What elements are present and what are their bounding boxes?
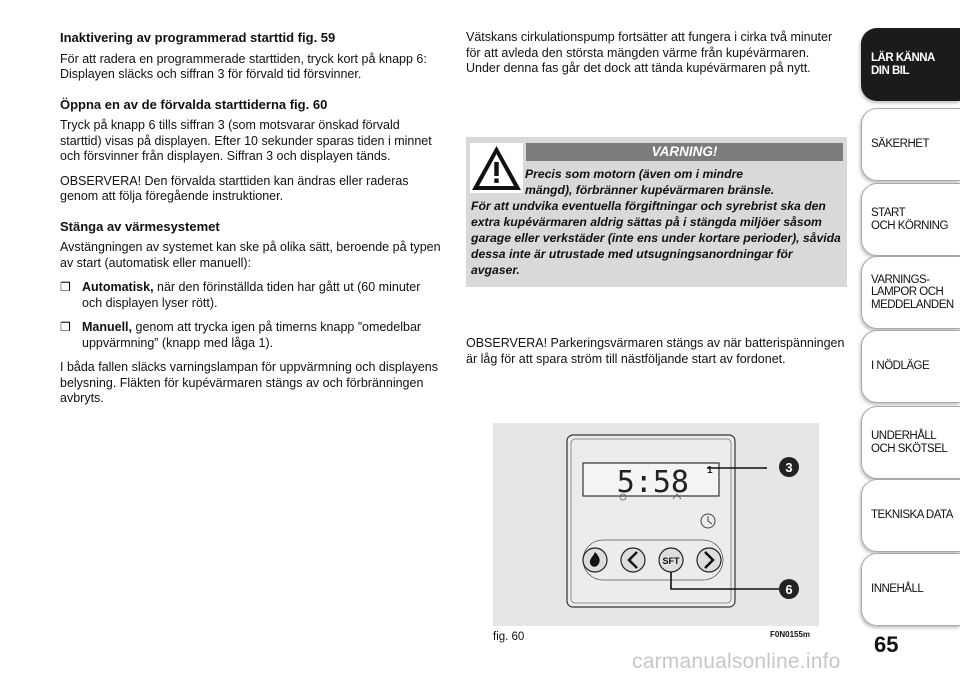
- section-intro-turn-off: Avstängningen av systemet kan ske på olika sätt, beroende på typen av start (automatisk eller manuell):: [60, 240, 441, 270]
- warning-text: [471, 166, 841, 278]
- watermark: carmanualsonline.info: [632, 650, 841, 673]
- right-note-text: OBSERVERA! Parkeringsvärmaren stängs av när batterispänningen är låg för att spara ström till nästföljande start av fordonet.: [466, 336, 845, 366]
- timer-body: [567, 435, 735, 607]
- section-heading-deactivate: Inaktivering av programmerad starttid fig. 59: [60, 30, 336, 45]
- section-text-deactivate: För att radera en programmerade starttiden, tryck kort på knapp 6: Displayen släcks och siffran 3 för förvald tid försvinner.: [60, 51, 427, 81]
- chapter-tab-label: [871, 207, 948, 232]
- chapter-tab-line: START: [871, 207, 906, 219]
- chapter-tab-label: [871, 52, 935, 77]
- chapter-tab-line: SÄKERHET: [871, 138, 929, 151]
- chapter-tab-line: OCH SKÖTSEL: [871, 442, 948, 455]
- bullet-bold: Automatisk,: [82, 280, 154, 294]
- warning-title: VARNING!: [526, 143, 843, 161]
- chapter-tab-line: OCH KÖRNING: [871, 219, 948, 232]
- chapter-tab[interactable]: [861, 553, 960, 626]
- timer-figure: [493, 423, 819, 626]
- bullet-item: [60, 320, 442, 351]
- timer-illustration: [493, 423, 819, 626]
- flame-button[interactable]: [583, 548, 607, 572]
- callout-3-label: 3: [785, 460, 793, 475]
- chapter-tab-line: LÄR KÄNNA: [871, 52, 935, 64]
- chapter-tab-line: INNEHÅLL: [871, 583, 924, 596]
- chapter-tab-line: UNDERHÅLL: [871, 430, 937, 442]
- chapter-tab[interactable]: [861, 479, 960, 552]
- figure-caption: fig. 60: [493, 631, 525, 643]
- checkbox-bullet-icon: ❒: [60, 320, 71, 334]
- sft-label: SFT: [662, 556, 680, 566]
- section-outro-turn-off: I båda fallen släcks varningslampan för uppvärmning och displayens belysning. Fläkten för kupévärmaren stängs av och förbränningen avbryts.: [60, 360, 438, 405]
- warning-rest: För att undvika eventuella förgiftningar och syrebrist ska den extra kupévärmaren aldrig sättas på i stängda miljöer såsom garage eller verkstäder (inte ens under kortare perioder), såvida dessa inte är utrustade med utsugningsanordningar för avgaser.: [471, 199, 841, 277]
- chapter-tab-label: [871, 360, 929, 373]
- chapter-tab[interactable]: [861, 108, 960, 181]
- chapter-tab-line: MEDDELANDEN: [871, 298, 954, 311]
- chapter-tab-line: I NÖDLÄGE: [871, 360, 930, 373]
- chapter-tab[interactable]: [861, 330, 960, 403]
- chapter-tab-label: [871, 583, 923, 596]
- chapter-tab[interactable]: [861, 28, 960, 101]
- chapter-tab-line: TEKNISKA DATA: [871, 509, 953, 522]
- bullet-text: genom att trycka igen på timerns knapp ”omedelbar uppvärmning” (knapp med låga 1).: [82, 320, 422, 350]
- section-text-open-preset: Tryck på knapp 6 tills siffran 3 (som motsvarar önskad förvald starttid) visas på displayen. Efter 10 sekunder sparas tiden i minnet och försvinner från displayen. Siffran 3 och displayen tänds.: [60, 118, 432, 163]
- figure-code: F0N0155m: [770, 630, 811, 639]
- chapter-sidebar: [861, 28, 960, 628]
- chapter-tab-label: [871, 430, 947, 455]
- bullet-bold: Manuell,: [82, 320, 133, 334]
- chapter-tab-line: DIN BIL: [871, 64, 910, 77]
- chapter-tab-label: [871, 274, 954, 312]
- bullet-text: när den förinställda tiden har gått ut (60 minuter och displayen lyser rött).: [82, 280, 421, 310]
- sft-button[interactable]: [659, 548, 683, 572]
- warning-box: [466, 137, 847, 287]
- chapter-tab-line: VARNINGS-: [871, 273, 930, 286]
- chapter-tab-label: [871, 138, 929, 151]
- chapter-tab[interactable]: [861, 256, 960, 329]
- warning-line-1: Precis som motorn (även om i mindre: [525, 167, 744, 181]
- page-number: 65: [874, 632, 899, 657]
- display-time: 5:58: [616, 465, 689, 500]
- right-column: [466, 30, 846, 77]
- chapter-tab[interactable]: [861, 183, 960, 256]
- right-intro-text: Vätskans cirkulationspump fortsätter att fungera i cirka två minuter för att avleda den största mängden värme från kupévärmaren. Under denna fas går det dock att tända kupévärmaren på nytt.: [466, 30, 833, 75]
- callout-6-label: 6: [785, 582, 793, 597]
- checkbox-bullet-icon: ❒: [60, 280, 71, 294]
- chapter-tab-line: LAMPOR OCH: [871, 286, 944, 299]
- warning-line-2: mängd), förbränner kupévärmaren bränsle.: [525, 183, 775, 197]
- left-column: [60, 30, 442, 416]
- section-note-open-preset: OBSERVERA! Den förvalda starttiden kan ändras eller raderas genom att följa föregående instruktioner.: [60, 173, 409, 203]
- prev-button[interactable]: [621, 548, 645, 572]
- bullet-item: [60, 280, 442, 311]
- section-heading-open-preset: Öppna en av de förvalda starttiderna fig. 60: [60, 96, 328, 112]
- chapter-tab[interactable]: [861, 406, 960, 479]
- chapter-tab-label: [871, 509, 953, 522]
- section-heading-turn-off: Stänga av värmesystemet: [60, 218, 220, 234]
- display-index: 1: [707, 465, 713, 476]
- next-button[interactable]: [697, 548, 721, 572]
